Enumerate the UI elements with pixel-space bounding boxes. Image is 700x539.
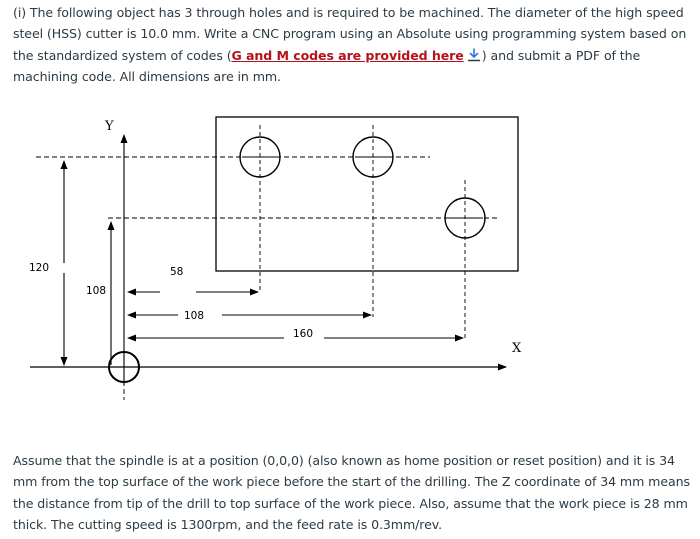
dim-58-label: 58 <box>170 266 184 278</box>
dim-120-label: 120 <box>29 262 50 274</box>
intro-text-start: (i) The following object has 3 through holes and is required to be machined. The diameter of the high speed steel (HSS) cutter is 10.0 mm. Write a CNC program using an Absolute using programming system based on the standardized system of codes ( <box>13 5 687 63</box>
work-piece <box>216 117 518 271</box>
assumptions-paragraph: Assume that the spindle is at a position (0,0,0) (also known as home position or reset position) and it is 34 mm from the top surface of the work piece before the start of the drilling. The Z coordinate of 34 mm means the distance from tip of the drill to top surface of the work piece. Also, assume that the work piece is 28 mm thick. The cutting speed is 1300rpm, and the feed rate is 0.3mm/rev. <box>13 453 690 533</box>
dim-108-vertical-label: 108 <box>86 285 107 297</box>
dim-108-horizontal-label: 108 <box>184 310 205 322</box>
dim-160-label: 160 <box>293 328 314 340</box>
machining-drawing <box>0 105 560 405</box>
x-axis-label: X <box>512 341 522 356</box>
y-axis-label: Y <box>105 119 114 134</box>
g-m-codes-link[interactable]: G and M codes are provided here <box>231 47 464 63</box>
problem-statement <box>13 2 693 88</box>
intro-text-end: ) and submit a PDF of the machining code. All dimensions are in mm. <box>13 47 641 85</box>
download-icon[interactable] <box>466 47 482 61</box>
